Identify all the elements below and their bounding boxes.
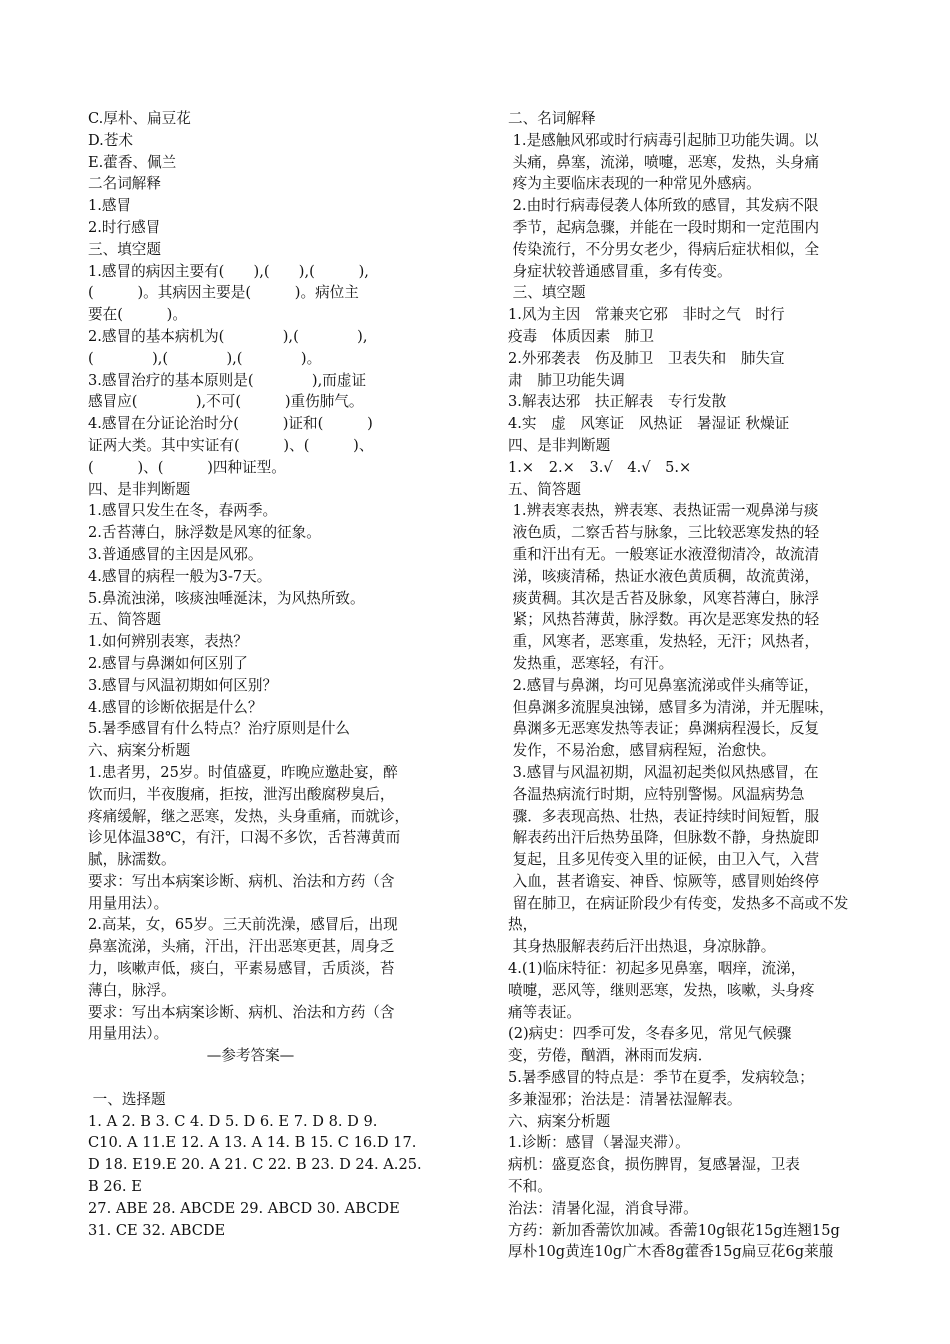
text-line: 2.高某，女，65岁。三天前洗澡，感冒后，出现 bbox=[88, 916, 398, 934]
text-line: 5.暑季感冒的特点是：季节在夏季，发病较急； bbox=[508, 1069, 814, 1087]
text-line: 四、是非判断题 bbox=[88, 480, 191, 498]
text-line: 留在肺卫，在病证阶段少有传变，发热多不高或不发热， bbox=[508, 894, 849, 934]
text-line: 疫毒 体质因素 肺卫 bbox=[508, 327, 654, 345]
text-line: 液色质，二察舌苔与脉象，三比较恶寒发热的轻 bbox=[508, 524, 820, 542]
text-line: 4.(1)临床特征：初起多见鼻塞，咽痒，流涕， bbox=[508, 960, 806, 978]
text-line: E.藿香、佩兰 bbox=[88, 153, 177, 171]
text-line: 喷嚏，恶风等，继则恶寒，发热，咳嗽，头身疼 bbox=[508, 981, 815, 999]
text-line: C.厚朴、扁豆花 bbox=[88, 110, 191, 127]
question-section bbox=[88, 108, 443, 1045]
text-line: 用量用法）。 bbox=[88, 894, 169, 912]
text-line: 2.舌苔薄白，脉浮数是风寒的征象。 bbox=[88, 524, 321, 542]
text-line: 复起，且多见传变入里的证候，由卫入气，入营 bbox=[508, 851, 820, 869]
text-line: 3.感冒治疗的基本原则是( ),而虚证 bbox=[88, 371, 367, 389]
text-line: 解表药出汗后热势虽降，但脉数不静，身热旋即 bbox=[508, 829, 820, 847]
text-line: 各温热病流行时期，应特别警惕。风温病势急 bbox=[508, 785, 805, 803]
text-line: 入血，甚者谵妄、神昏、惊厥等，感冒则始终停 bbox=[508, 872, 820, 890]
answer-line: C10. A 11.E 12. A 13. A 14. B 15. C 16.D 17. bbox=[88, 1134, 417, 1152]
text-line: 3.感冒与风温初期，风温初起类似风热感冒，在 bbox=[508, 763, 819, 781]
text-line: 发热重，恶寒轻，有汗。 bbox=[508, 654, 674, 672]
text-line: 五、简答题 bbox=[508, 480, 581, 498]
text-line: 1.风为主因 常兼夹它邪 非时之气 时行 bbox=[508, 306, 785, 324]
text-line: 肃 肺卫功能失调 bbox=[508, 371, 625, 389]
text-line: 4.实 虚 风寒证 风热证 暑湿证 秋燥证 bbox=[508, 415, 790, 433]
text-line: 厚朴10g黄连10g广木香8g藿香15g扁豆花6g莱菔 bbox=[508, 1243, 834, 1261]
text-line: 方药：新加香薷饮加减。香薷10g银花15g连翘15g bbox=[508, 1221, 840, 1239]
text-line: 紧；风热苔薄黄，脉浮数。再次是恶寒发热的轻 bbox=[508, 611, 820, 629]
text-line: 诊见体温38℃，有汗，口渴不多饮，舌苔薄黄而 bbox=[88, 829, 401, 847]
text-line: 二名词解释 bbox=[88, 175, 161, 193]
text-line: 涕，咳痰清稀，热证水液色黄质稠，故流黄涕， bbox=[508, 567, 820, 585]
text-line: 要求：写出本病案诊断、病机、治法和方药（含 bbox=[88, 872, 395, 890]
text-line: 鼻塞流涕，头痛，汗出，汗出恶寒更甚，周身乏 bbox=[88, 938, 395, 956]
text-line: 头痛，鼻塞，流涕，喷嚏，恶寒，发热，头身痛 bbox=[508, 153, 820, 171]
text-line: 4.感冒在分证论治时分( )证和( ) bbox=[88, 415, 373, 433]
text-line: 用量用法）。 bbox=[88, 1025, 169, 1043]
text-line: 2.外邪袭表 伤及肺卫 卫表失和 肺失宣 bbox=[508, 349, 785, 367]
text-line: 1.如何辨别表寒，表热？ bbox=[88, 633, 248, 651]
text-line: 四、是非判断题 bbox=[508, 436, 611, 454]
text-line: 腻，脉濡数。 bbox=[88, 851, 176, 869]
text-line: 2.感冒的基本病机为( ),( ), bbox=[88, 327, 368, 345]
text-line: 治法：清暑化湿，消食导滞。 bbox=[508, 1199, 698, 1217]
text-line: D.苍术 bbox=[88, 131, 134, 149]
text-line: 三、填空题 bbox=[88, 240, 161, 258]
text-line: 其身热服解表药后汗出热退，身凉脉静。 bbox=[508, 938, 776, 956]
text-line: 三、填空题 bbox=[508, 284, 586, 302]
answer-line: 27. ABE 28. ABCDE 29. ABCD 30. ABCDE bbox=[88, 1199, 400, 1217]
text-line: 身症状较普通感冒重，多有传变。 bbox=[508, 262, 732, 280]
text-line: 骤．多表现高热、壮热，表证持续时间短暂，服 bbox=[508, 807, 820, 825]
text-line: 六、病案分析题 bbox=[508, 1112, 611, 1130]
text-line: 重，风寒者，恶寒重，发热轻，无汗；风热者， bbox=[508, 633, 820, 651]
text-line: ( )。其病因主要是( )。病位主 bbox=[88, 284, 359, 302]
text-line: 疼为主要临床表现的一种常见外感病。 bbox=[508, 175, 761, 193]
text-line: 六、病案分析题 bbox=[88, 742, 191, 760]
text-line: 不和。 bbox=[508, 1178, 552, 1196]
text-line: 痛等表证。 bbox=[508, 1003, 581, 1021]
text-line: 多兼湿邪；治法是：清暑祛湿解表。 bbox=[508, 1090, 742, 1108]
text-line: 要求：写出本病案诊断、病机、治法和方药（含 bbox=[88, 1003, 395, 1021]
text-line: 1.是感触风邪或时行病毒引起肺卫功能失调。以 bbox=[508, 131, 819, 149]
text-line: 1.辨表寒表热，辨表寒、表热证需一观鼻涕与痰 bbox=[508, 502, 819, 520]
text-line: ( ),( ),( )。 bbox=[88, 349, 322, 367]
text-line: 鼻渊多无恶寒发热等表证；鼻渊病程漫长，反复 bbox=[508, 720, 820, 738]
answer-line: 一、选择题 bbox=[88, 1090, 166, 1108]
text-line: (2)病史：四季可发，冬春多见，常见气候骤 bbox=[508, 1025, 792, 1043]
text-line: 但鼻渊多流腥臭浊锑，感冒多为清涕，并无腥味， bbox=[508, 698, 834, 716]
answer-line: 31. CE 32. ABCDE bbox=[88, 1221, 226, 1239]
answer-continuation bbox=[508, 108, 868, 1263]
text-line: 1.感冒的病因主要有( ),( ),( ), bbox=[88, 262, 369, 280]
text-line: 发作，不易治愈，感冒病程短，治愈快。 bbox=[508, 742, 776, 760]
text-line: 2.由时行病毒侵袭人体所致的感冒，其发病不限 bbox=[508, 197, 819, 215]
text-line: 病机：盛夏恣食，损伤脾胃，复感暑湿，卫表 bbox=[508, 1156, 800, 1174]
text-line: 感冒应( ),不可( )重伤肺气。 bbox=[88, 393, 364, 411]
text-line: 4.感冒的病程一般为3-7天。 bbox=[88, 567, 272, 585]
right-column bbox=[508, 108, 868, 1263]
text-line: 要在( )。 bbox=[88, 306, 187, 324]
text-line: 重和汗出有无。一般寒证水液澄彻清冷，故流清 bbox=[508, 545, 820, 563]
text-line: 1.感冒只发生在冬，春两季。 bbox=[88, 502, 278, 520]
blank-line bbox=[88, 1067, 443, 1089]
text-line: 5.鼻流浊涕，咳痰浊唾涎沫，为风热所致。 bbox=[88, 589, 365, 607]
answer-title: —参考答案— bbox=[206, 1047, 295, 1065]
text-line: 力，咳嗽声低，痰白，平素易感冒，舌质淡，苔 bbox=[88, 960, 395, 978]
left-column bbox=[88, 108, 443, 1241]
text-line: 二、名词解释 bbox=[508, 110, 596, 127]
answer-line: 1. A 2. B 3. C 4. D 5. D 6. E 7. D 8. D 9. bbox=[88, 1112, 378, 1130]
text-line: 5.暑季感冒有什么特点？治疗原则是什么 bbox=[88, 720, 351, 738]
text-line: 1.× 2.× 3.√ 4.√ 5.× bbox=[508, 458, 692, 476]
text-line: 3.解表达邪 扶正解表 专行发散 bbox=[508, 393, 727, 411]
text-line: 变，劳倦，酗酒，淋雨而发病． bbox=[508, 1047, 713, 1065]
answer-line: B 26. E bbox=[88, 1178, 142, 1196]
text-line: 3.感冒与风温初期如何区别？ bbox=[88, 676, 278, 694]
text-line: 传染流行，不分男女老少，得病后症状相似，全 bbox=[508, 240, 820, 258]
text-line: 2.时行感冒 bbox=[88, 218, 161, 236]
text-line: 季节，起病急骤，并能在一段时期和一定范围内 bbox=[508, 218, 820, 236]
text-line: 疼痛缓解，继之恶寒，发热，头身重痛，而就诊， bbox=[88, 807, 410, 825]
text-line: 痰黄稠。其次是舌苔及脉象，风寒苔薄白，脉浮 bbox=[508, 589, 820, 607]
answer-line: D 18. E19.E 20. A 21. C 22. B 23. D 24. A.25. bbox=[88, 1156, 422, 1174]
text-line: 饮而归，半夜腹痛，拒按，泄泻出酸腐秽臭后， bbox=[88, 785, 395, 803]
text-line: 薄白，脉浮。 bbox=[88, 981, 176, 999]
text-line: 五、简答题 bbox=[88, 611, 161, 629]
text-line: 1.诊断：感冒（暑湿夹滞）。 bbox=[508, 1134, 690, 1152]
text-line: 1.感冒 bbox=[88, 197, 132, 215]
text-line: 2.感冒与鼻渊如何区别了 bbox=[88, 654, 248, 672]
text-line: 2.感冒与鼻渊，均可见鼻塞流涕或伴头痛等证， bbox=[508, 676, 819, 694]
text-line: 1.患者男，25岁。时值盛夏，昨晚应邀赴宴，醉 bbox=[88, 763, 398, 781]
text-line: 4.感冒的诊断依据是什么？ bbox=[88, 698, 263, 716]
text-line: 证两大类。其中实证有( )、( )、 bbox=[88, 436, 374, 454]
text-line: 3.普通感冒的主因是风邪。 bbox=[88, 545, 263, 563]
answer-section bbox=[88, 1089, 443, 1242]
text-line: ( )、( )四种证型。 bbox=[88, 458, 286, 476]
